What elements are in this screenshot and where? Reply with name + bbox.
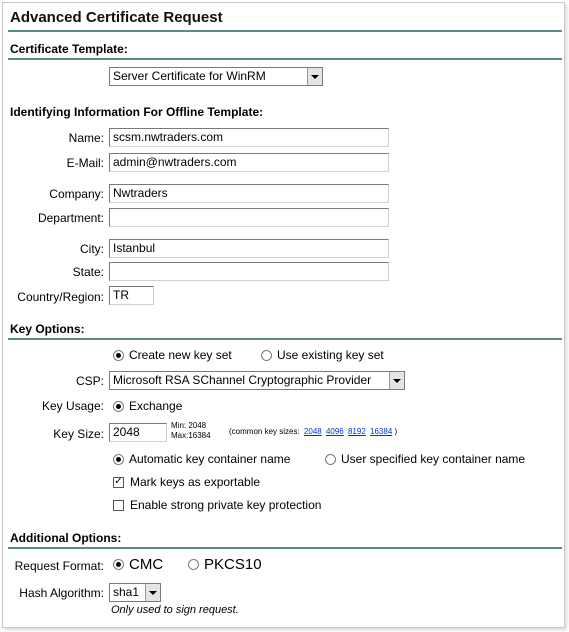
radio-unselected-icon[interactable] — [325, 454, 336, 465]
identifying-info-heading: Identifying Information For Offline Template: — [10, 105, 264, 119]
certificate-template-heading: Certificate Template: — [10, 42, 128, 56]
city-label: City: — [80, 242, 104, 256]
key-size-max: Max:16384 — [171, 431, 211, 440]
hash-algorithm-label: Hash Algorithm: — [19, 586, 104, 600]
strong-protection-label: Enable strong private key protection — [130, 498, 322, 512]
mark-exportable-option[interactable] — [113, 475, 260, 489]
use-existing-key-set-option[interactable] — [261, 348, 384, 362]
chevron-down-icon[interactable] — [145, 584, 160, 601]
common-key-sizes-prefix: (common key sizes: — [229, 427, 300, 436]
create-new-key-set-label: Create new key set — [129, 348, 232, 362]
additional-options-divider — [8, 547, 562, 549]
key-size-label: Key Size: — [53, 427, 104, 441]
email-label: E-Mail: — [66, 156, 104, 170]
chevron-down-icon[interactable] — [389, 372, 404, 389]
state-label: State: — [72, 265, 104, 279]
checkbox-checked-icon[interactable]: ✓ — [114, 476, 123, 487]
radio-selected-icon[interactable] — [113, 401, 124, 412]
country-region-field[interactable]: TR — [109, 286, 154, 305]
format-pkcs10-label: PKCS10 — [204, 556, 262, 573]
radio-selected-icon[interactable] — [113, 350, 124, 361]
hash-algorithm-value: sha1 — [113, 585, 140, 599]
checkbox-unchecked-icon[interactable] — [113, 500, 124, 511]
company-field[interactable]: Nwtraders — [109, 184, 389, 203]
name-label: Name: — [68, 131, 104, 145]
key-size-limits — [171, 421, 211, 441]
key-options-heading: Key Options: — [10, 322, 85, 336]
radio-selected-icon[interactable] — [113, 454, 124, 465]
additional-options-heading: Additional Options: — [10, 531, 122, 545]
name-field[interactable]: scsm.nwtraders.com — [109, 128, 389, 147]
radio-unselected-icon[interactable] — [261, 350, 272, 361]
use-existing-key-set-label: Use existing key set — [277, 348, 384, 362]
user-specified-container-option[interactable] — [325, 452, 525, 466]
automatic-container-option[interactable] — [113, 452, 290, 466]
user-specified-container-label: User specified key container name — [341, 452, 526, 466]
format-cmc-label: CMC — [129, 556, 164, 573]
email-field[interactable]: admin@nwtraders.com — [109, 153, 389, 172]
format-cmc-option[interactable] — [113, 556, 163, 573]
key-size-link-4096[interactable]: 4096 — [325, 427, 344, 436]
department-field[interactable] — [109, 208, 389, 227]
company-label: Company: — [49, 187, 104, 201]
csp-value: Microsoft RSA SChannel Cryptographic Provider — [113, 373, 372, 387]
page-title: Advanced Certificate Request — [10, 9, 223, 26]
request-format-label: Request Format: — [14, 559, 104, 573]
key-usage-exchange-option[interactable] — [113, 399, 182, 413]
csp-select[interactable] — [109, 371, 405, 390]
key-size-link-2048[interactable]: 2048 — [303, 427, 322, 436]
hash-algorithm-note: Only used to sign request. — [111, 604, 239, 616]
key-usage-value: Exchange — [129, 399, 183, 413]
key-options-divider — [8, 338, 562, 340]
csp-label: CSP: — [75, 374, 104, 388]
strong-protection-option[interactable] — [113, 498, 321, 512]
key-size-link-8192[interactable]: 8192 — [347, 427, 366, 436]
automatic-container-label: Automatic key container name — [129, 452, 291, 466]
chevron-down-icon[interactable] — [307, 68, 322, 85]
city-field[interactable]: Istanbul — [109, 239, 389, 258]
mark-exportable-label: Mark keys as exportable — [130, 475, 261, 489]
key-size-link-16384[interactable]: 16384 — [370, 427, 393, 436]
format-pkcs10-option[interactable] — [188, 556, 262, 573]
radio-unselected-icon[interactable] — [188, 559, 199, 570]
certificate-request-panel — [2, 2, 565, 628]
country-region-label: Country/Region: — [17, 290, 104, 304]
certificate-template-value: Server Certificate for WinRM — [113, 69, 266, 83]
key-usage-label: Key Usage: — [41, 399, 104, 413]
title-divider — [8, 30, 562, 32]
common-key-sizes — [229, 427, 397, 436]
key-size-min: Min: 2048 — [171, 421, 207, 430]
department-label: Department: — [37, 211, 104, 225]
hash-algorithm-select[interactable] — [109, 583, 161, 602]
key-size-field[interactable]: 2048 — [109, 423, 167, 442]
create-new-key-set-option[interactable] — [113, 348, 232, 362]
template-divider — [8, 58, 562, 60]
certificate-template-select[interactable] — [109, 67, 323, 86]
state-field[interactable] — [109, 262, 389, 281]
radio-selected-icon[interactable] — [113, 559, 124, 570]
common-key-sizes-suffix: ) — [394, 427, 398, 436]
